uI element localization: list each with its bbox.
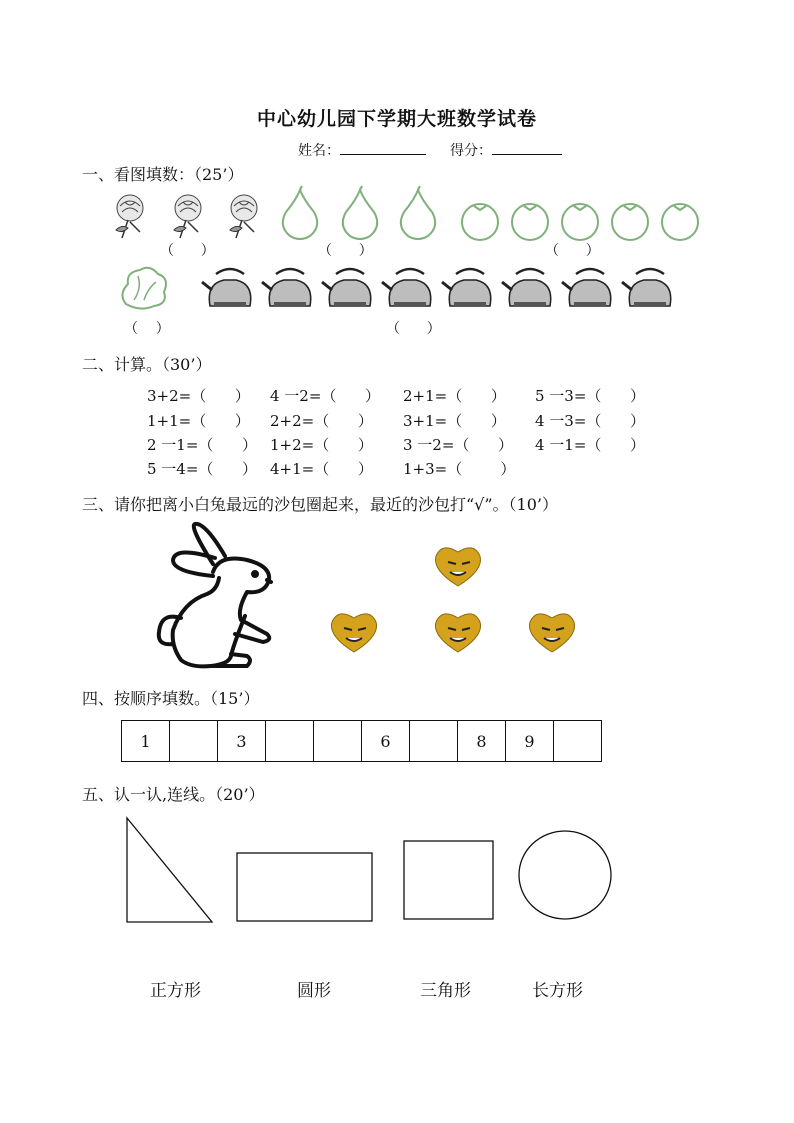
- section-2-heading: 二、计算。（30’）: [82, 355, 212, 374]
- rabbit-icon: [155, 522, 285, 672]
- label-circle[interactable]: 圆形: [297, 981, 331, 1001]
- answer-blank-oranges[interactable]: （ ）: [545, 243, 600, 259]
- equation[interactable]: 3+1=（ ）: [403, 412, 506, 430]
- label-triangle[interactable]: 三角形: [420, 981, 471, 1001]
- equation[interactable]: 2+2=（ ）: [270, 412, 373, 430]
- cabbage-icon: [118, 264, 170, 312]
- sequence-cell[interactable]: 9: [506, 721, 554, 762]
- kettle-icon: [502, 269, 551, 306]
- answer-blank-roses[interactable]: （ ）: [160, 243, 215, 259]
- section-3-heading: 三、请你把离小白兔最远的沙包圈起来，最近的沙包打“√”。（10’）: [82, 495, 559, 514]
- orange-icon: [662, 204, 698, 240]
- sandbag-group: [330, 546, 580, 658]
- pear-icon: [283, 186, 317, 239]
- sequence-cell[interactable]: 8: [458, 721, 506, 762]
- circle-shape[interactable]: [519, 831, 611, 919]
- section-4-heading: 四、按顺序填数。（15’）: [82, 689, 260, 708]
- kettle-icon: [382, 269, 431, 306]
- orange-icon: [462, 204, 498, 240]
- rose-icon: [116, 195, 143, 238]
- shapes-row: [120, 814, 620, 926]
- page-title: 中心幼儿园下学期大班数学试卷: [256, 108, 537, 130]
- equation[interactable]: 2 一1=（ ）: [147, 436, 258, 454]
- kettle-icon: [262, 269, 311, 306]
- orange-group: [460, 198, 700, 242]
- equation[interactable]: 1+1=（ ）: [147, 412, 250, 430]
- sequence-cell[interactable]: 6: [362, 721, 410, 762]
- answer-blank-cabbage[interactable]: （ ）: [124, 321, 170, 337]
- equation[interactable]: 4+1=（ ）: [270, 460, 373, 478]
- equation[interactable]: 4 一2=（ ）: [270, 387, 381, 405]
- sequence-cell[interactable]: [410, 721, 458, 762]
- section-1-heading: 一、看图填数：（25’）: [82, 165, 244, 184]
- pear-icon: [401, 186, 435, 239]
- orange-icon: [612, 204, 648, 240]
- rose-group: [108, 192, 268, 242]
- equation[interactable]: 3+2=（ ）: [147, 387, 250, 405]
- sequence-cell[interactable]: [170, 721, 218, 762]
- pear-group: [278, 186, 448, 242]
- pear-icon: [343, 186, 377, 239]
- equation[interactable]: 4 一3=（ ）: [535, 412, 646, 430]
- sequence-cell[interactable]: [554, 721, 602, 762]
- rectangle-shape[interactable]: [237, 853, 372, 921]
- name-blank[interactable]: [340, 142, 426, 155]
- equation[interactable]: 1+2=（ ）: [270, 436, 373, 454]
- orange-icon: [512, 204, 548, 240]
- label-rectangle[interactable]: 长方形: [532, 981, 583, 1001]
- square-shape[interactable]: [404, 841, 493, 919]
- sequence-cell[interactable]: 3: [218, 721, 266, 762]
- score-label: 得分：: [450, 143, 492, 159]
- equation[interactable]: 5 一4=（ ）: [147, 460, 258, 478]
- heart-sandbag-icon: [435, 548, 480, 586]
- sequence-cell[interactable]: 1: [122, 721, 170, 762]
- rose-icon: [230, 195, 257, 238]
- equation[interactable]: 5 一3=（ ）: [535, 387, 646, 405]
- kettle-group: [202, 266, 672, 316]
- score-field[interactable]: [450, 140, 562, 160]
- heart-sandbag-icon: [331, 614, 376, 652]
- orange-icon: [562, 204, 598, 240]
- number-sequence-table: [121, 720, 602, 762]
- rose-icon: [174, 195, 201, 238]
- kettle-icon: [442, 269, 491, 306]
- equation[interactable]: 2+1=（ ）: [403, 387, 506, 405]
- kettle-icon: [202, 269, 251, 306]
- score-blank[interactable]: [492, 142, 562, 155]
- kettle-icon: [322, 269, 371, 306]
- name-label: 姓名：: [298, 143, 340, 159]
- answer-blank-pears[interactable]: （ ）: [318, 243, 373, 259]
- kettle-icon: [562, 269, 611, 306]
- answer-blank-kettles[interactable]: （ ）: [386, 321, 441, 337]
- equation[interactable]: 4 一1=（ ）: [535, 436, 646, 454]
- sequence-cell[interactable]: [266, 721, 314, 762]
- equation[interactable]: 3 一2=（ ）: [403, 436, 514, 454]
- name-field[interactable]: [298, 140, 426, 160]
- kettle-icon: [622, 269, 671, 306]
- equation[interactable]: 1+3=（ ）: [403, 460, 516, 478]
- heart-sandbag-icon: [435, 614, 480, 652]
- sequence-cell[interactable]: [314, 721, 362, 762]
- section-5-heading: 五、认一认,连线。（20’）: [82, 785, 265, 804]
- heart-sandbag-icon: [529, 614, 574, 652]
- triangle-shape[interactable]: [127, 818, 212, 922]
- label-square[interactable]: 正方形: [150, 981, 201, 1001]
